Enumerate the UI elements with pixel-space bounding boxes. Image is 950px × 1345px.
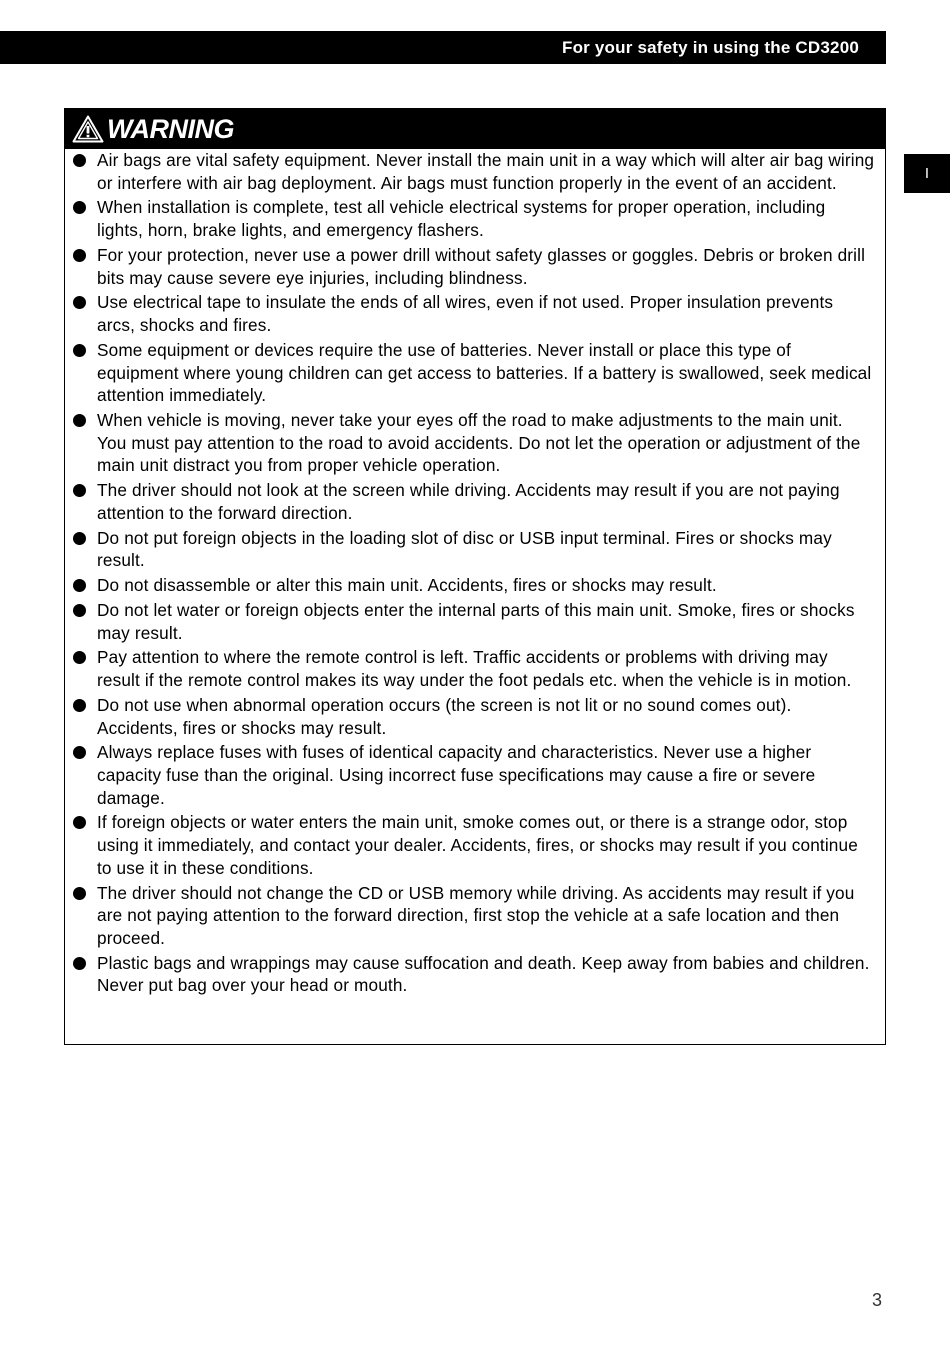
bullet-icon bbox=[73, 154, 86, 167]
bullet-icon bbox=[73, 699, 86, 712]
warning-list-item bbox=[71, 479, 875, 524]
warning-list-item bbox=[71, 527, 875, 572]
bullet-icon bbox=[73, 344, 86, 357]
bullet-icon bbox=[73, 816, 86, 829]
page-number: 3 bbox=[872, 1290, 883, 1310]
warning-list-item bbox=[71, 811, 875, 879]
warning-item-text: Some equipment or devices require the use of batteries. Never install or place this type of equipment where young children can get access to batteries. If a battery is swallowed, seek medical attention immediately. bbox=[97, 339, 872, 406]
warning-item-text: Use electrical tape to insulate the ends of all wires, even if not used. Proper insulation prevents arcs, shocks and fires. bbox=[97, 292, 834, 336]
bullet-icon bbox=[73, 746, 86, 759]
warning-item-text: Do not let water or foreign objects enter the internal parts of this main unit. Smoke, fires or shocks may result. bbox=[97, 599, 855, 643]
warning-list-item bbox=[71, 196, 875, 241]
warning-item-text: For your protection, never use a power drill without safety glasses or goggles. Debris or broken drill bits may cause severe eye injuries, including blindness. bbox=[97, 244, 866, 288]
warning-item-text: The driver should not change the CD or USB memory while driving. As accidents may result if you are not paying attention to the forward direction, first stop the vehicle at a safe location and then proceed. bbox=[97, 882, 855, 948]
warning-box bbox=[64, 108, 886, 1045]
warning-header bbox=[65, 109, 885, 149]
warning-list-item bbox=[71, 149, 875, 194]
bullet-icon bbox=[73, 957, 86, 970]
warning-item-text: Pay attention to where the remote control is left. Traffic accidents or problems with driving may result if the remote control makes its way under the foot pedals etc. when the vehicle is in motion. bbox=[97, 647, 852, 691]
bullet-icon bbox=[73, 296, 86, 309]
warning-item-text: Air bags are vital safety equipment. Never install the main unit in a way which will alter air bag wiring or interfere with air bag deployment. Air bags must function properly in the event of an accident. bbox=[97, 150, 875, 193]
warning-list-item bbox=[71, 882, 875, 950]
warning-item-text: The driver should not look at the screen while driving. Accidents may result if you are not paying attention to the forward direction. bbox=[97, 480, 840, 523]
bullet-icon bbox=[73, 484, 86, 497]
warning-list-item bbox=[71, 409, 875, 477]
bullet-icon bbox=[73, 604, 86, 617]
warning-item-text: Do not put foreign objects in the loading slot of disc or USB input terminal. Fires or shocks may result. bbox=[97, 527, 832, 571]
warning-item-text: Do not disassemble or alter this main unit. Accidents, fires or shocks may result. bbox=[97, 575, 717, 596]
page-header-title: For your safety in using the CD3200 bbox=[561, 37, 859, 57]
warning-item-text: Do not use when abnormal operation occurs (the screen is not lit or no sound comes out). Accidents, fires or shocks may result. bbox=[97, 694, 792, 738]
bullet-icon bbox=[73, 414, 86, 427]
bullet-icon bbox=[73, 249, 86, 262]
warning-list-item bbox=[71, 244, 875, 289]
page-header bbox=[0, 31, 886, 64]
warning-triangle-icon bbox=[72, 115, 104, 143]
bullet-icon bbox=[73, 651, 86, 664]
bullet-icon bbox=[73, 579, 86, 592]
warning-item-text: When vehicle is moving, never take your eyes off the road to make adjustments to the main unit. You must pay attention to the road to avoid accidents. Do not let the operation or adjustment of the main unit distract you from proper vehicle operation. bbox=[97, 410, 861, 476]
warning-list-item bbox=[71, 574, 875, 597]
warning-list-item bbox=[71, 741, 875, 809]
warning-list bbox=[65, 149, 885, 997]
bullet-icon bbox=[73, 201, 86, 214]
bullet-icon bbox=[73, 532, 86, 545]
warning-item-text: When installation is complete, test all vehicle electrical systems for proper operation, including lights, horn, brake lights, and emergency flashers. bbox=[97, 197, 826, 241]
warning-list-item bbox=[71, 291, 875, 336]
section-tab-label: I bbox=[924, 165, 930, 182]
warning-item-text: If foreign objects or water enters the main unit, smoke comes out, or there is a strange odor, stop using it immediately, and contact your dealer. Accidents, fires, or shocks may result if you continue to use it in these conditions. bbox=[97, 812, 858, 878]
warning-list-item bbox=[71, 646, 875, 691]
warning-list-item bbox=[71, 694, 875, 739]
section-tab bbox=[904, 154, 950, 193]
warning-item-text: Always replace fuses with fuses of identical capacity and characteristics. Never use a higher capacity fuse than the original. Using incorrect fuse specifications may cause a fire or severe damage. bbox=[97, 742, 816, 808]
warning-list-item bbox=[71, 952, 875, 997]
warning-list-item bbox=[71, 339, 875, 407]
warning-item-text: Plastic bags and wrappings may cause suffocation and death. Keep away from babies and children. Never put bag over your head or mouth. bbox=[97, 952, 870, 996]
warning-title: WARNING bbox=[107, 113, 234, 144]
bullet-icon bbox=[73, 887, 86, 900]
warning-list-item bbox=[71, 599, 875, 644]
